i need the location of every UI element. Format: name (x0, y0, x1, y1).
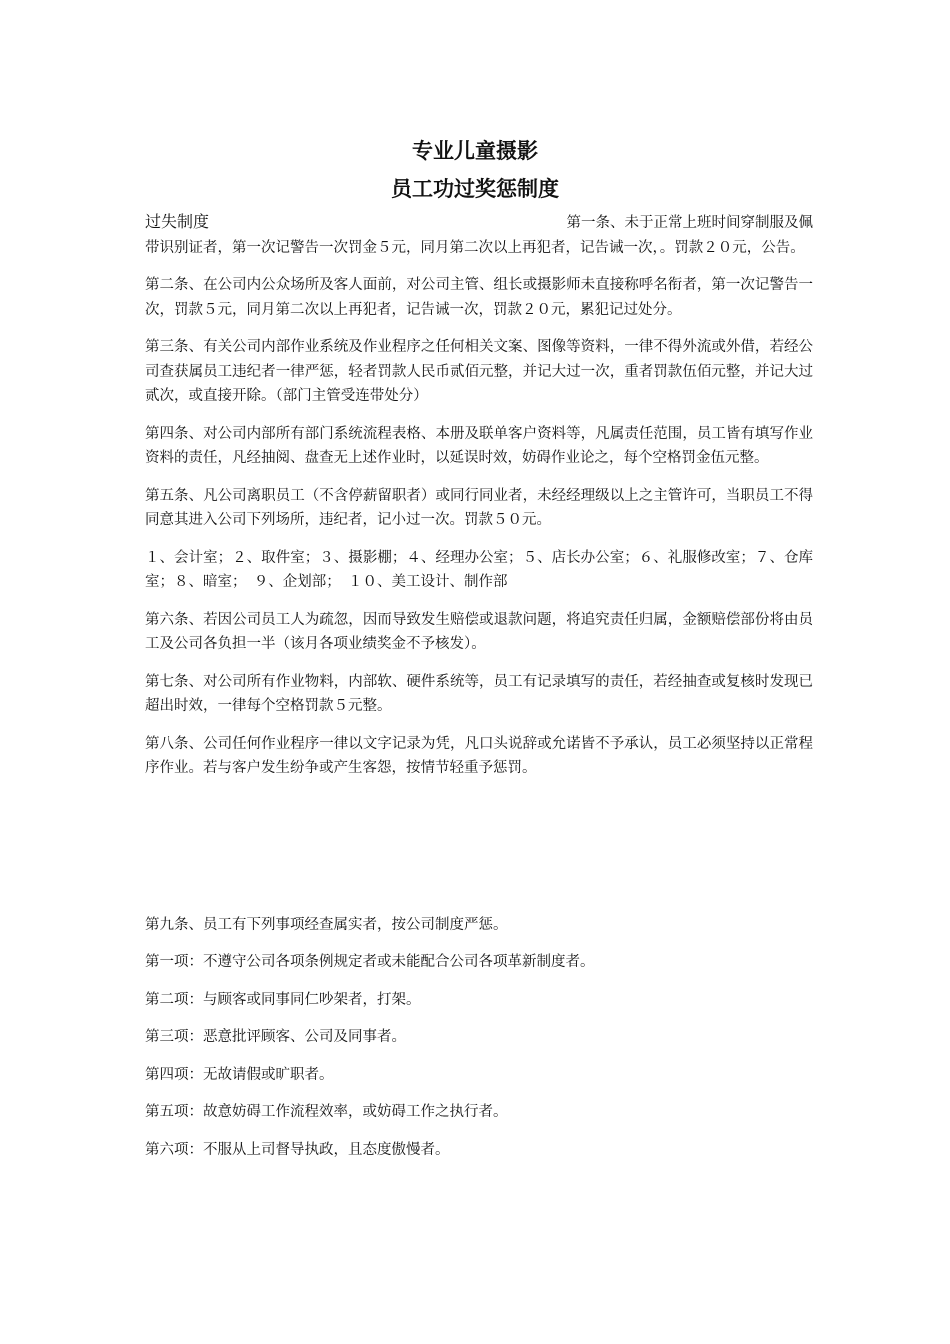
article-9-item-6: 第六项：不服从上司督导执政，且态度傲慢者。 (145, 1141, 450, 1158)
blank-space (145, 794, 813, 913)
article-8: 第八条、公司任何作业程序一律以文字记录为凭，凡口头说辞或允诺皆不予承认，员工必须坚持以正常程序作业。若与客户发生纷争或产生客怨，按情节轻重予惩罚。 (145, 735, 813, 776)
article-9-item-3: 第三项：恶意批评顾客、公司及同事者。 (145, 1029, 406, 1045)
article-3: 第三条、有关公司内部作业系统及作业程序之任何相关文案、图像等资料，一律不得外流或外借，若经公司查获属员工违纪者一律严惩，轻者罚款人民币贰佰元整，并记大过一次，重者罚款伍佰元整，并记大过贰次，或直接开除。（部门主管受连带处分） (145, 339, 813, 404)
article-1 (145, 210, 813, 260)
article-1-head: 第一条、未于正常上班时间穿制服及佩 (566, 215, 813, 231)
article-9: 第九条、员工有下列事项经查属实者，按公司制度严惩。 (145, 916, 508, 933)
article-9-item-2: 第二项：与顾客或同事同仁吵架者，打架。 (145, 991, 421, 1008)
article-2: 第二条、在公司内公众场所及客人面前，对公司主管、组长或摄影师未直接称呼名衔者，第一次记警告一次，罚款５元，同月第二次以上再犯者，记告诫一次，罚款２０元，累犯记过处分。 (145, 277, 813, 318)
article-1-rest: 带识别证者，第一次记警告一次罚金５元，同月第二次以上再犯者，记告诫一次，。罚款２０元，公告。 (145, 239, 805, 256)
article-1-first-line (145, 210, 813, 236)
document-body (145, 210, 813, 1175)
article-4: 第四条、对公司内部所有部门系统流程表格、本册及联单客户资料等，凡属责任范围，员工皆有填写作业资料的责任，凡经抽阅、盘查无上述作业时，以延误时效，妨碍作业论之，每个空格罚金伍元整。 (145, 425, 813, 466)
company-title: 专业儿童摄影 (412, 139, 538, 163)
article-9-item-4: 第四项：无故请假或旷职者。 (145, 1066, 334, 1083)
article-7: 第七条、对公司所有作业物料，内部软、硬件系统等，员工有记录填写的责任，若经抽查或复核时发现已超出时效，一律每个空格罚款５元整。 (145, 673, 813, 714)
title-block (0, 132, 950, 208)
section-label: 过失制度 (145, 212, 210, 231)
article-9-item-5: 第五项：故意妨碍工作流程效率，或妨碍工作之执行者。 (145, 1104, 508, 1120)
article-6: 第六条、若因公司员工人为疏忽，因而导致发生赔偿或退款问题，将追究责任归属，金额赔偿部份将由员工及公司各负担一半（该月各项业绩奖金不予核发）。 (145, 611, 813, 652)
restricted-areas-list: １、会计室；２、取件室；３、摄影棚；４、经理办公室；５、店长办公室；６、礼服修改室；７、仓库室；８、暗室； ９、企划部； １０、美工设计、制作部 (145, 549, 813, 590)
article-5: 第五条、凡公司离职员工（不含停薪留职者）或同行同业者，未经经理级以上之主管许可，当职员工不得同意其进入公司下列场所，违纪者，记小过一次。罚款５０元。 (145, 487, 813, 528)
document-title: 员工功过奖惩制度 (391, 177, 559, 201)
article-9-item-1: 第一项：不遵守公司各项条例规定者或未能配合公司各项革新制度者。 (145, 954, 595, 970)
